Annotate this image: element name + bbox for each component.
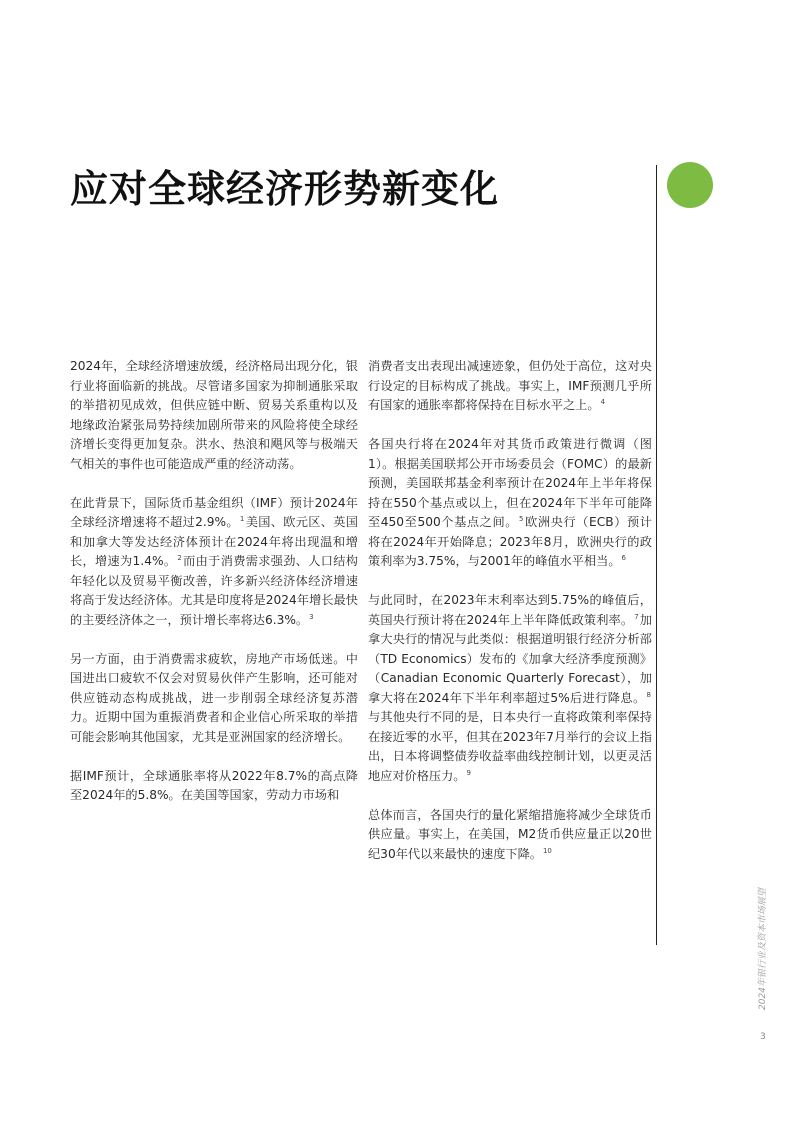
accent-dot bbox=[667, 162, 713, 208]
paragraph-text: 消费者支出表现出减速迹象，但仍处于高位，这对央行设定的目标构成了挑战。事实上，IMF预测几乎所有国家的通胀率都将保持在目标水平之上。 bbox=[368, 359, 652, 412]
footnote-ref: 8 bbox=[646, 690, 651, 699]
footnote-ref: 9 bbox=[466, 768, 471, 777]
body-paragraph: 另一方面，由于消费需求疲软，房地产市场低迷。中国进出口疲软不仅会对贸易伙伴产生影响，还可能对供应链动态构成挑战，进一步削弱全球经济复苏潜力。近期中国为重振消费者和企业信心所采取的举措可能会影响其他国家，尤其是亚洲国家的经济增长。 bbox=[70, 651, 358, 744]
paragraph-text: 欧洲央行（ECB）预计将在2024年开始降息；2023年8月，欧洲央行的政策利率为3.75%，与2001年的峰值水平相当。 bbox=[368, 515, 652, 568]
paragraph-text: 与此同时，在2023年末利率达到5.75%的峰值后，英国央行预计将在2024年上半年降低政策利率。 bbox=[368, 593, 652, 627]
body-paragraph bbox=[368, 806, 652, 865]
footnote-ref: 7 bbox=[634, 612, 639, 621]
footnote-ref: 2 bbox=[177, 554, 182, 562]
right-column bbox=[368, 357, 652, 884]
body-paragraph bbox=[368, 435, 652, 572]
page-title: 应对全球经济形势新变化 bbox=[70, 167, 500, 211]
paragraph-text: 加拿大央行的情况与此类似：根据道明银行经济分析部（TD Economics）发布的《加拿大经济季度预测》（Canadian Economic Quarterly Forecast），加拿大将在2024年下半年利率超过5%后进行降息。 bbox=[368, 612, 652, 705]
body-paragraph: 2024年，全球经济增速放缓，经济格局出现分化，银行业将面临新的挑战。尽管诸多国家为抑制通胀采取的举措初见成效，但供应链中断、贸易关系重构以及地缘政治紧张局势持续加剧所带来的风险将使全球经济增长变得更加复杂。洪水、热浪和飓风等与极端天气相关的事件也可能造成严重的经济动荡。 bbox=[70, 359, 358, 471]
report-title-label: 2024年银行业及资本市场展望 bbox=[758, 888, 768, 1010]
footnote-ref: 4 bbox=[600, 398, 606, 406]
body-paragraph bbox=[368, 357, 652, 416]
footnote-ref: 3 bbox=[309, 612, 314, 621]
body-paragraph bbox=[70, 494, 358, 631]
paragraph-text: 各国央行将在2024年对其货币政策进行微调（图1）。根据美国联邦公开市场委员会（FOMC）的最新预测，美国联邦基金利率预计在2024年上半年将保持在550个基点或以上，但在2024年下半年可能降至450至500个基点之间。 bbox=[368, 437, 652, 529]
page-number: 3 bbox=[760, 1032, 766, 1042]
paragraph-text: 与其他央行不同的是，日本央行一直将政策利率保持在接近零的水平，但其在2023年7月举行的会议上指出，日本将调整债券收益率曲线控制计划，以更灵活地应对价格压力。 bbox=[368, 710, 652, 783]
footnote-ref: 6 bbox=[621, 554, 627, 562]
body-paragraph bbox=[368, 591, 652, 786]
paragraph-text: 总体而言，各国央行的量化紧缩措施将减少全球货币供应量。事实上，在美国，M2货币供应量正以20世纪30年代以来最快的速度下降。 bbox=[368, 807, 652, 861]
paragraph-text: 在此背景下，国际货币基金组织（IMF）预计2024年全球经济增速将不超过2.9%。 bbox=[70, 495, 358, 529]
footnote-ref: 10 bbox=[542, 846, 552, 855]
body-paragraph: 据IMF预计，全球通胀率将从2022年8.7%的高点降至2024年的5.8%。在美国等国家，劳动力市场和 bbox=[70, 768, 358, 802]
paragraph-text: 而由于消费需求强劲、人口结构年轻化以及贸易平衡改善，许多新兴经济体经济增速将高于发达经济体。尤其是印度将是2024年增长最快的主要经济体之一，预计增长率将达6.3%。 bbox=[70, 554, 358, 627]
paragraph-text: 美国、欧元区、英国和加拿大等发达经济体预计在2024年将出现温和增长，增速为1.4%。 bbox=[70, 515, 358, 568]
footnote-ref: 5 bbox=[519, 515, 524, 523]
left-column bbox=[70, 357, 358, 825]
vertical-divider bbox=[656, 165, 657, 945]
footnote-ref: 1 bbox=[239, 515, 245, 523]
